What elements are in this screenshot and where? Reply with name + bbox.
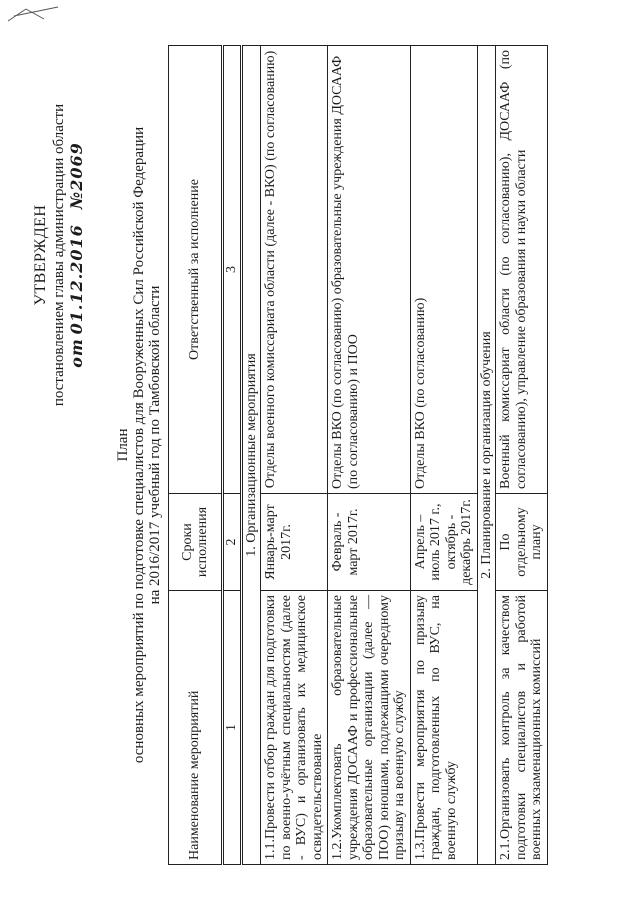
column-number: 1 — [223, 591, 242, 865]
table-row — [261, 46, 328, 865]
title-subject: основных мероприятий по подготовке специалистов для Вооруженных Сил Российской Федерации — [131, 126, 147, 764]
approval-block — [32, 55, 87, 455]
row-name: 1.2.Укомплектовать образовательные учреждения ДОСААФ и профессиональные образовательные организации (далее — ПОО) юношами, подлежащими очередному призыву на военную службу — [328, 591, 411, 865]
approval-heading: УТВЕРЖДЕН — [32, 204, 49, 306]
approval-date-prefix: от — [67, 338, 86, 368]
section-title: 1. Организационные мероприятия — [241, 46, 261, 865]
margin-scribble — [6, 3, 66, 25]
approval-number: 2069 — [67, 142, 86, 191]
table-row — [496, 46, 548, 865]
row-term: По отдельному плану — [496, 494, 548, 591]
section-header-row — [241, 46, 261, 865]
title-plan: План — [115, 428, 131, 462]
row-responsible: Отделы ВКО (по согласованию) образовательные учреждения ДОСААФ (по согласованию) и ПОО — [328, 46, 411, 494]
row-responsible: Отделы военного комиссариата области (далее - ВКО) (по согласованию) — [261, 46, 328, 494]
row-name: 2.1.Организовать контроль за качеством подготовки специалистов и работой военных экзаменационных комиссий — [496, 591, 548, 865]
approval-date: 01.12.2016 — [67, 224, 86, 335]
section-header-row — [477, 46, 496, 865]
title-year-region: на 2016/2017 учебный год по Тамбовской области — [147, 285, 163, 605]
header-term: Сроки исполнения — [169, 494, 223, 591]
approval-decree-line: постановлением главы администрации области — [51, 103, 67, 407]
plan-table — [168, 45, 548, 865]
row-responsible: Военный комиссариат области (по согласованию), ДОСААФ (по согласованию), управление образования и науки области — [496, 46, 548, 494]
section-title: 2. Планирование и организация обучения — [477, 46, 496, 865]
column-number: 3 — [223, 46, 242, 494]
table-header-row — [169, 46, 223, 865]
table-row — [410, 46, 477, 865]
row-term: Апрель – июль 2017 г., октябрь - декабрь 2017г. — [410, 494, 477, 591]
approval-date-line — [68, 55, 87, 455]
row-name: 1.3.Провести мероприятия по призыву граждан, подготовленных по ВУС, на военную службу — [410, 591, 477, 865]
column-number: 2 — [223, 494, 242, 591]
document-title — [115, 95, 163, 795]
row-term: Январь-март 2017г. — [261, 494, 328, 591]
row-term: Февраль - март 2017г. — [328, 494, 411, 591]
column-number-row — [223, 46, 242, 865]
header-name: Наименование мероприятий — [169, 591, 223, 865]
row-name: 1.1.Провести отбор граждан для подготовки по военно-учётным специальностям (далее - ВУС) и организовать их медицинское освидетельствование — [261, 591, 328, 865]
row-responsible: Отделы ВКО (по согласованию) — [410, 46, 477, 494]
header-responsible: Ответственный за исполнение — [169, 46, 223, 494]
table-row — [328, 46, 411, 865]
approval-number-prefix: № — [67, 190, 86, 210]
